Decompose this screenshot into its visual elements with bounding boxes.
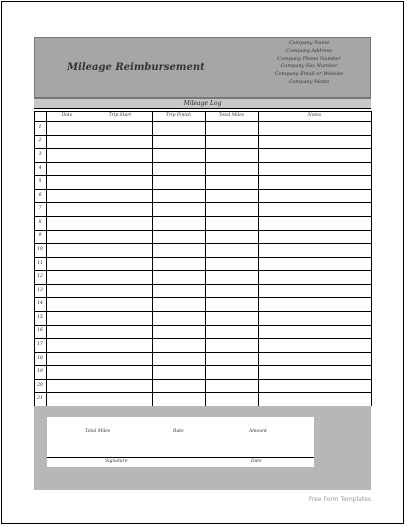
log-row[interactable] [46,352,371,366]
signature-line [47,457,314,458]
log-row[interactable] [46,230,371,244]
row-number: 18 [37,355,43,361]
company-address: Company Address [286,47,332,54]
total-miles-label: Total Miles [85,429,111,434]
row-number: 9 [38,233,42,239]
company-phone: Company Phone Number [277,55,341,62]
row-number: 8 [38,219,42,225]
row-number: 4 [38,165,42,171]
row-number: 10 [37,246,43,252]
column-divider [371,111,372,406]
header-top-line [34,111,371,112]
amount-label: Amount [249,429,267,434]
log-row[interactable] [46,121,371,135]
log-row[interactable] [46,202,371,216]
log-row[interactable] [46,175,371,189]
row-number: 16 [37,328,43,334]
log-row[interactable] [46,325,371,339]
company-motto: Company Motto [288,78,330,85]
log-row[interactable] [46,162,371,176]
row-number: 17 [37,341,43,347]
log-row[interactable] [46,297,371,311]
log-row[interactable] [46,189,371,203]
log-row[interactable] [46,311,371,325]
log-row[interactable] [46,216,371,230]
form-title: Mileage Reimbursement [67,62,205,73]
row-number: 1 [38,124,42,130]
column-header-total-miles: Total Miles [218,113,245,118]
rate-label: Rate [173,429,184,434]
company-info [249,40,369,87]
column-header-notes: Notes [307,113,322,118]
company-fax: Company Fax Number [280,63,338,70]
log-row[interactable] [46,284,371,298]
totals-box [47,417,314,467]
log-row[interactable] [46,148,371,162]
log-row[interactable] [46,270,371,284]
row-number: 2 [38,138,42,144]
company-email: Company Email or Website [274,71,344,78]
log-row[interactable] [46,135,371,149]
row-number: 20 [37,382,43,388]
row-number: 11 [37,260,43,266]
column-header-trip-finish: Trip Finish [165,113,191,118]
log-row[interactable] [46,338,371,352]
credit-text: Free Form Templates [308,496,371,503]
row-number: 6 [38,192,42,198]
row-number: 14 [37,301,43,307]
log-row[interactable] [46,392,371,406]
log-row[interactable] [46,379,371,393]
log-row[interactable] [46,365,371,379]
row-number: 12 [37,274,43,280]
column-header-date: Date [61,113,73,118]
form-header [34,37,371,98]
row-number: 15 [37,314,43,320]
row-number: 13 [37,287,43,293]
mileage-log-title: Mileage Log [34,98,371,109]
row-number: 3 [38,151,42,157]
date-label: Date [251,459,262,464]
column-header-trip-start: Trip Start [108,113,132,118]
row-number: 7 [38,206,42,212]
row-number: 19 [37,369,43,375]
row-number: 21 [37,396,43,402]
row-number: 5 [38,179,42,185]
log-row[interactable] [46,243,371,257]
company-name: Company Name [288,40,330,46]
log-row[interactable] [46,257,371,271]
signature-label: Signature [105,459,128,464]
